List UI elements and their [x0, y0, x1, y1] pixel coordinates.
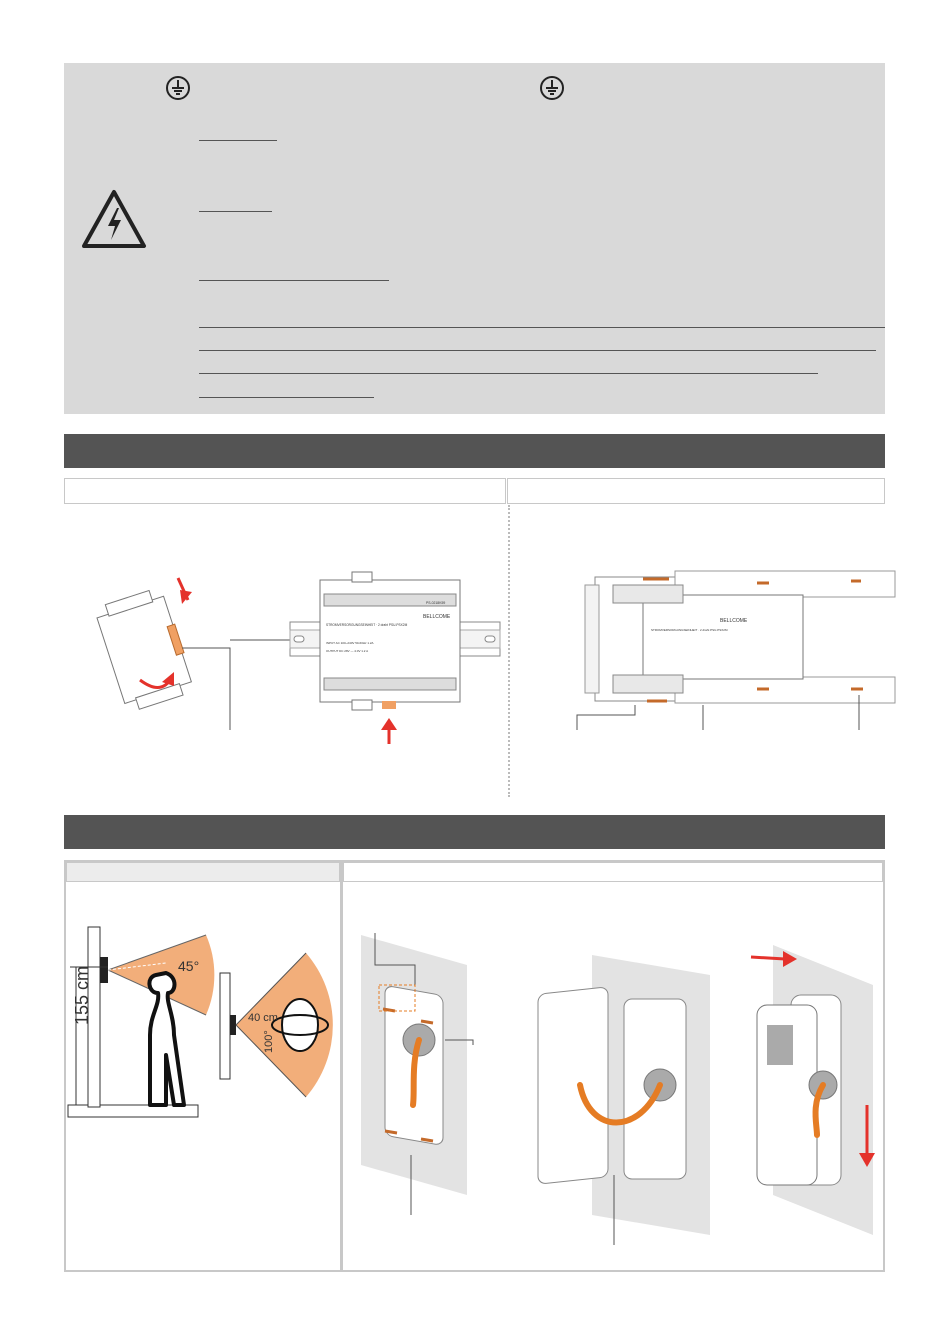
cable-connection-step [530, 945, 720, 1245]
subheader-box [343, 862, 883, 882]
device-label: STROMVERSORGUNGSEINHEIT · 2 draht PSU-PSX2M [651, 628, 728, 632]
warning-line [199, 140, 277, 141]
warning-line [199, 211, 272, 212]
device-code: PS-0218K59 [426, 601, 446, 605]
attach-monitor-step [745, 945, 885, 1245]
subheader-box [66, 862, 340, 882]
distance-label: 40 cm [248, 1012, 278, 1024]
device-label: INPUT AC 100~240V 50-60Hz 1.2A [326, 641, 374, 645]
ground-icon [538, 74, 566, 102]
high-voltage-warning-icon [80, 188, 148, 250]
subheader-box [64, 478, 506, 504]
warning-line [199, 327, 885, 328]
warning-line [199, 350, 876, 351]
vertical-angle-label: 45° [178, 958, 200, 974]
device-label: STROMVERSORGUNGSEINHEIT · 2 draht PSU-PSX2M [326, 623, 408, 627]
warning-line [199, 373, 818, 374]
device-brand: BELLCOME [423, 614, 451, 620]
device-brand: BELLCOME [720, 618, 748, 624]
wall-mount-illustration [575, 565, 875, 735]
height-label: 155 cm [72, 965, 92, 1025]
warning-panel [64, 63, 885, 414]
din-rail-mount-illustration [90, 560, 500, 750]
device-label: OUTPUT DC 28V --- 4.0V 1.2 A [326, 649, 369, 653]
viewing-angle-illustration [66, 915, 336, 1135]
wall-bracket-step [355, 925, 485, 1215]
subheader-box [507, 478, 885, 504]
section-bar [64, 434, 885, 468]
column-divider [508, 505, 510, 797]
section-bar [64, 815, 885, 849]
warning-line [199, 397, 374, 398]
ground-icon [164, 74, 192, 102]
horizontal-angle-label: 100° [263, 1030, 275, 1053]
warning-line [199, 280, 389, 281]
